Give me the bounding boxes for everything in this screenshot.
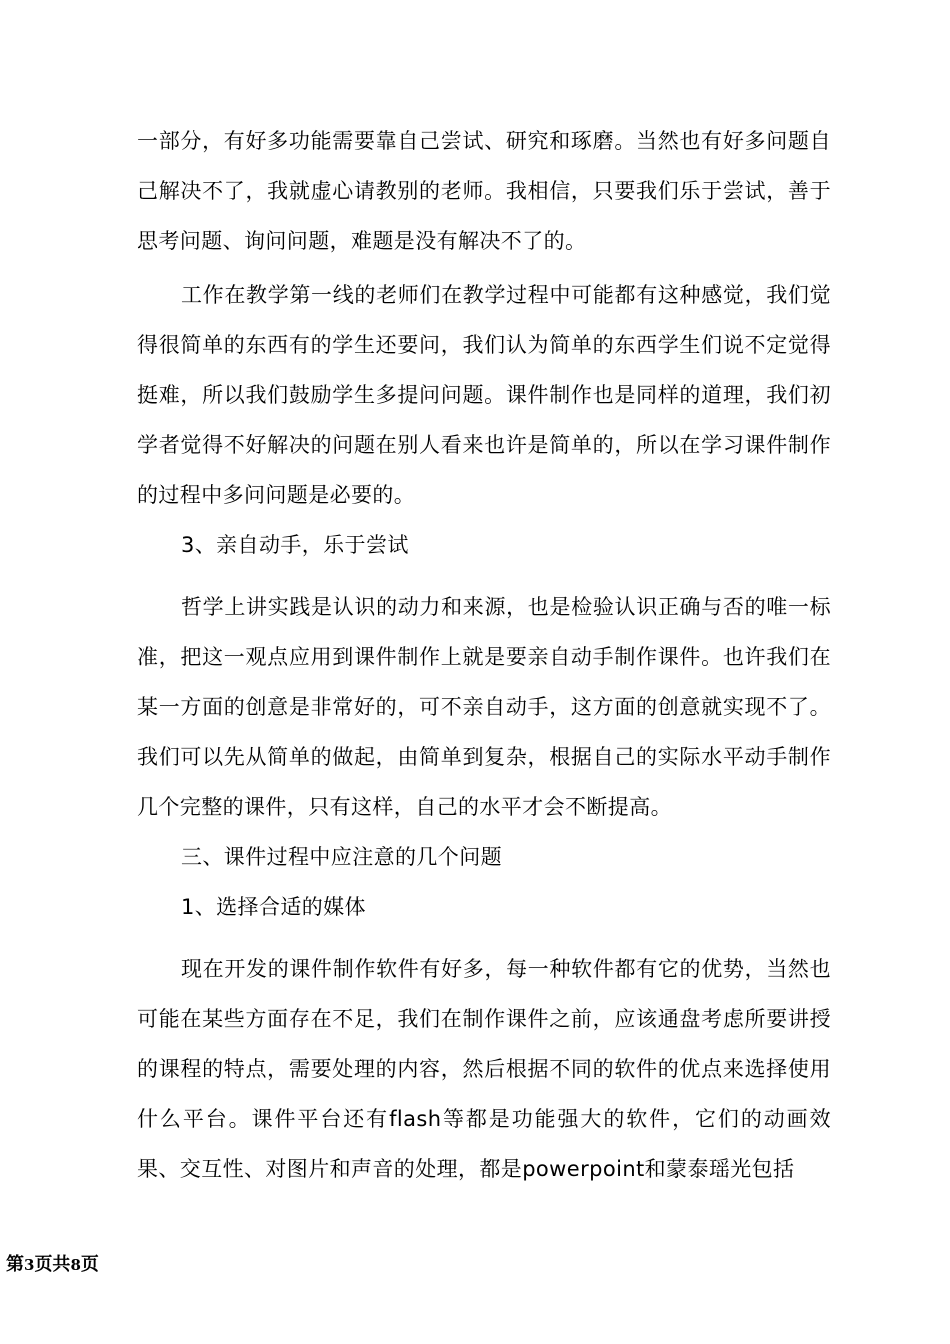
current-page-number: 3 <box>24 1256 35 1274</box>
section-heading-hands-on: 3、亲自动手，乐于尝试 <box>181 533 409 557</box>
paragraph-continuation: 一部分，有好多功能需要靠自己尝试、研究和琢磨。当然也有好多问题自己解决不了，我就虚心请教别的老师。我相信，只要我们乐于尝试，善于思考问题、询问问题，难题是没有解决不了的。 <box>137 129 831 253</box>
paragraph-software-choice: 现在开发的课件制作软件有好多，每一种软件都有它的优势，当然也可能在某些方面存在不足，我们在制作课件之前，应该通盘考虑所要讲授的课程的特点，需要处理的内容，然后根据不同的软件的优点来选择使用什么平台。课件平台还有flash等都是功能强大的软件，它们的动画效果、交互性、对图片和声音的处理，都是powerpoint和蒙泰瑶光包括 <box>137 957 831 1181</box>
document-body <box>137 116 831 1194</box>
footer-suffix: 页 <box>80 1254 99 1275</box>
section-heading-issues: 三、课件过程中应注意的几个问题 <box>181 845 502 869</box>
footer-middle: 页共 <box>34 1254 71 1275</box>
total-page-number: 8 <box>70 1256 81 1274</box>
page-number-footer <box>6 1252 99 1278</box>
footer-prefix: 第 <box>6 1254 24 1275</box>
paragraph-practice: 哲学上讲实践是认识的动力和来源，也是检验认识正确与否的唯一标准，把这一观点应用到课件制作上就是要亲自动手制作课件。也许我们在某一方面的创意是非常好的，可不亲自动手，这方面的创意就实现不了。我们可以先从简单的做起，由简单到复杂，根据自己的实际水平动手制作几个完整的课件，只有这样，自己的水平才会不断提高。 <box>137 595 831 819</box>
section-heading-media: 1、选择合适的媒体 <box>181 895 366 919</box>
paragraph-teachers-experience: 工作在教学第一线的老师们在教学过程中可能都有这种感觉，我们觉得很简单的东西有的学生还要问，我们认为简单的东西学生们说不定觉得挺难，所以我们鼓励学生多提问问题。课件制作也是同样的道理，我们初学者觉得不好解决的问题在别人看来也许是简单的，所以在学习课件制作的过程中多问问题是必要的。 <box>137 283 831 507</box>
